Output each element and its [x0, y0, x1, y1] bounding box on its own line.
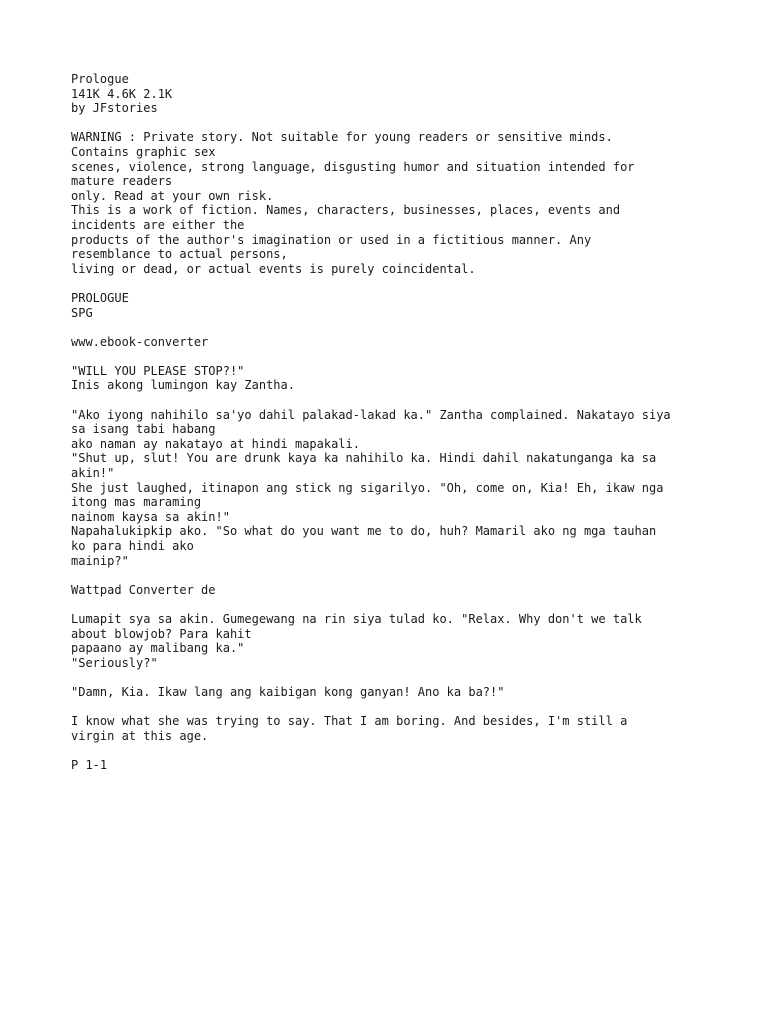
text-line: "Ako iyong nahihilo sa'yo dahil palakad-lakad ka." Zantha complained. Nakatayo siya [71, 407, 671, 422]
text-line: virgin at this age. [71, 728, 209, 743]
text-line: akin!" [71, 466, 115, 481]
text-line: incidents are either the [71, 217, 245, 232]
text-line: sa isang tabi habang [71, 422, 216, 437]
text-paragraph [71, 583, 751, 598]
text-line: Contains graphic sex [71, 144, 216, 159]
text-paragraph [71, 408, 751, 569]
text-line: She just laughed, itinapon ang stick ng sigarilyo. "Oh, come on, Kia! Eh, ikaw nga [71, 480, 664, 495]
text-line: scenes, violence, strong language, disgusting humor and situation intended for [71, 159, 635, 174]
text-line: about blowjob? Para kahit [71, 626, 252, 641]
text-paragraph [71, 364, 751, 393]
text-line: "Shut up, slut! You are drunk kaya ka nahihilo ka. Hindi dahil nakatunganga ka sa [71, 451, 657, 466]
text-paragraph [71, 130, 751, 276]
text-line: ako naman ay nakatayo at hindi mapakali. [71, 436, 360, 451]
document-page [71, 72, 751, 787]
text-line: Prologue [71, 72, 129, 86]
text-paragraph [71, 714, 751, 743]
text-line: nainom kaysa sa akin!" [71, 509, 230, 524]
text-line: WARNING : Private story. Not suitable for young readers or sensitive minds. [71, 130, 613, 145]
text-line: "Damn, Kia. Ikaw lang ang kaibigan kong ganyan! Ano ka ba?!" [71, 684, 505, 699]
text-line: I know what she was trying to say. That I am boring. And besides, I'm still a [71, 714, 628, 729]
text-paragraph [71, 291, 751, 320]
text-line: "Seriously?" [71, 655, 158, 670]
text-line: by JFstories [71, 101, 158, 116]
text-line: 141K 4.6K 2.1K [71, 86, 173, 101]
text-line: products of the author's imagination or used in a fictitious manner. Any [71, 232, 592, 247]
text-line: ko para hindi ako [71, 539, 194, 553]
text-paragraph [71, 612, 751, 670]
text-paragraph [71, 685, 751, 700]
text-line: www.ebook-converter [71, 334, 209, 349]
text-line: P 1-1 [71, 757, 108, 772]
text-line: Napahalukipkip ako. "So what do you want me to do, huh? Mamaril ako ng mga tauhan [71, 524, 657, 539]
text-line: mature readers [71, 174, 173, 189]
text-line: This is a work of fiction. Names, characters, businesses, places, events and [71, 203, 621, 218]
text-paragraph [71, 72, 751, 116]
text-line: living or dead, or actual events is purely coincidental. [71, 261, 476, 276]
text-line: PROLOGUE [71, 290, 129, 305]
text-line: Lumapit sya sa akin. Gumegewang na rin siya tulad ko. "Relax. Why don't we talk [71, 611, 642, 626]
text-paragraph [71, 758, 751, 773]
text-line: mainip?" [71, 553, 129, 568]
text-line: Inis akong lumingon kay Zantha. [71, 378, 295, 393]
text-line: papaano ay malibang ka." [71, 641, 245, 656]
text-line: only. Read at your own risk. [71, 188, 274, 203]
text-line: "WILL YOU PLEASE STOP?!" [71, 363, 245, 378]
text-paragraph [71, 335, 751, 350]
text-line: SPG [71, 305, 93, 320]
text-line: Wattpad Converter de [71, 582, 216, 597]
text-line: itong mas maraming [71, 495, 202, 510]
text-line: resemblance to actual persons, [71, 247, 288, 262]
